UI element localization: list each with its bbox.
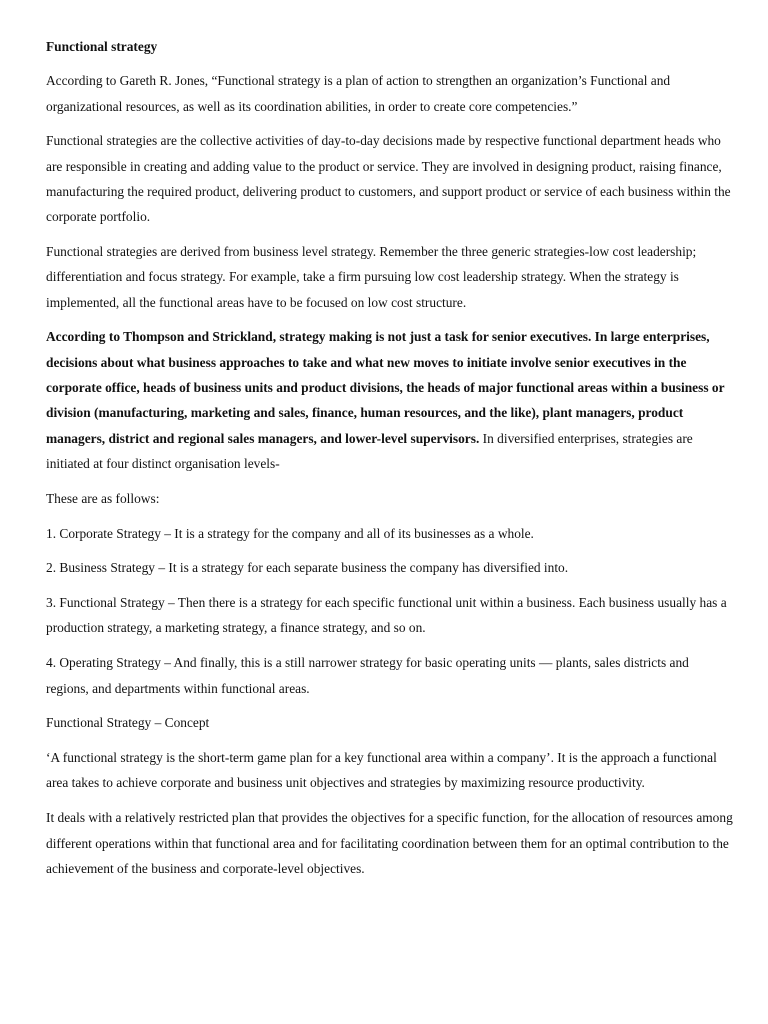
list-item-operating-strategy: 4. Operating Strategy – And finally, this is a still narrower strategy for basic operating units — plants, sales districts and regions, and departments within functional areas. — [46, 655, 689, 696]
list-item-business-strategy: 2. Business Strategy – It is a strategy for each separate business the company has diversified into. — [46, 560, 569, 576]
section-heading-concept: Functional Strategy – Concept — [46, 715, 210, 731]
paragraph-thompson-strickland — [46, 324, 734, 476]
paragraph-short-term-game-plan: ‘A functional strategy is the short-term game plan for a key functional area within a company’. It is the approach a functional area takes to achieve corporate and business unit objectives and strategies by maximizing resource productivity. — [46, 750, 717, 791]
paragraph-restricted-plan: It deals with a relatively restricted plan that provides the objectives for a specific function, for the allocation of resources among different operations within that functional area and for facilitating coordination between them for an optimal contribution to the achievement of the business and corporate-level objectives. — [46, 810, 733, 876]
paragraph-collective-activities: Functional strategies are the collective activities of day-to-day decisions made by respective functional department heads who are responsible in creating and adding value to the product or service. They are involved in designing product, raising finance, manufacturing the required product, delivering product to customers, and support product or service of each business within the corporate portfolio. — [46, 133, 731, 225]
paragraph-these-are-as-follows: These are as follows: — [46, 490, 160, 506]
paragraph-derived-from-business-strategy: Functional strategies are derived from business level strategy. Remember the three generic strategies-low cost leadership; differentiation and focus strategy. For example, take a firm pursuing low cost leadership strategy. When the strategy is implemented, all the functional areas have to be focused on low cost structure. — [46, 244, 697, 310]
thompson-strickland-bold-text: According to Thompson and Strickland, strategy making is not just a task for senior executives. In large enterprises, decisions about what business approaches to take and what new moves to initiate involve senior executives in the corporate office, heads of business units and product divisions, the heads of major functional areas within a business or division (manufacturing, marketing and sales, finance, human resources, and the like), plant managers, product managers, district and regional sales managers, and lower-level supervisors. — [46, 329, 725, 446]
document-page — [46, 34, 734, 891]
list-item-functional-strategy: 3. Functional Strategy – Then there is a strategy for each specific functional unit within a business. Each business usually has a production strategy, a marketing strategy, a finance strategy, and so on. — [46, 595, 727, 636]
list-item-corporate-strategy: 1. Corporate Strategy – It is a strategy for the company and all of its businesses as a whole. — [46, 525, 534, 541]
document-title: Functional strategy — [46, 39, 158, 54]
thompson-strickland-regular-text: In diversified enterprises, strategies are initiated at four distinct organisation levels- — [46, 430, 693, 471]
paragraph-jones-definition: According to Gareth R. Jones, “Functional strategy is a plan of action to strengthen an organization’s Functional and organizational resources, as well as its coordination abilities, in order to create core competencies.” — [46, 73, 671, 114]
